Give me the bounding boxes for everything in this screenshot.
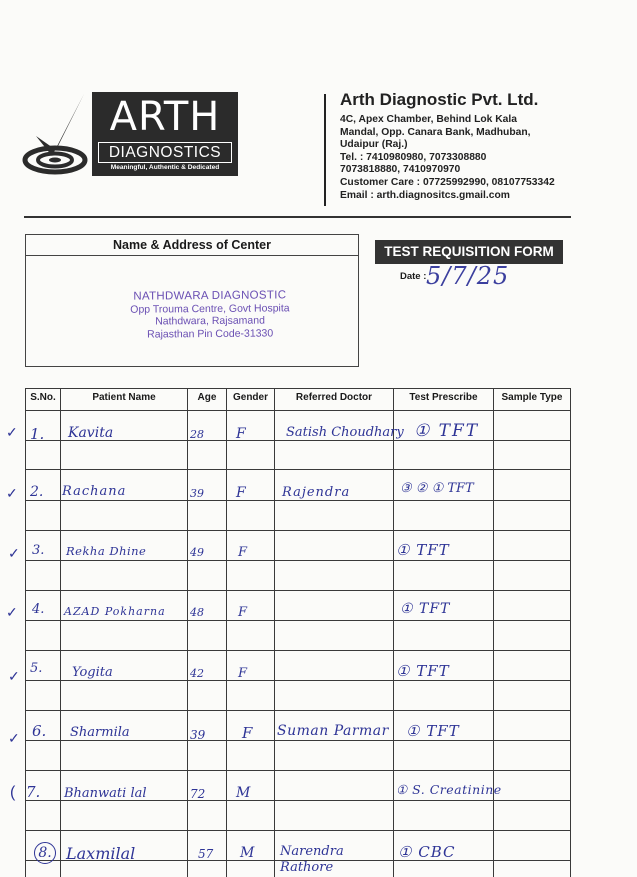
test-prescribed: ① TFT bbox=[406, 722, 460, 740]
patient-age: 72 bbox=[190, 787, 206, 801]
col-header-patient-name: Patient Name bbox=[92, 392, 156, 403]
stamp-line: NATHDWARA DIAGNOSTIC bbox=[133, 289, 287, 303]
patient-name: AZAD Pokharna bbox=[64, 605, 166, 618]
col-header-referred-doctor: Referred Doctor bbox=[295, 392, 373, 403]
patient-gender: F bbox=[242, 724, 253, 742]
check-mark-icon: ✓ bbox=[6, 485, 18, 501]
check-mark-icon: ✓ bbox=[8, 545, 20, 561]
patient-gender: M bbox=[240, 845, 255, 861]
test-prescribed: ① TFT bbox=[396, 662, 450, 680]
test-prescribed: ① CBC bbox=[398, 843, 456, 861]
check-mark-icon: ✓ bbox=[6, 424, 18, 440]
patient-age: 48 bbox=[190, 606, 204, 619]
patient-gender: F bbox=[236, 426, 246, 442]
referred-doctor: Narendra Rathore bbox=[280, 844, 344, 875]
col-header-gender: Gender bbox=[232, 392, 268, 403]
address-line: 4C, Apex Chamber, Behind Lok Kala bbox=[340, 114, 517, 125]
patient-name: Sharmila bbox=[70, 725, 130, 740]
patient-name: Yogita bbox=[72, 665, 113, 680]
logo-subtext: DIAGNOSTICS bbox=[98, 142, 232, 163]
patient-age: 39 bbox=[190, 487, 204, 500]
row-sno: 6. bbox=[32, 722, 47, 740]
patient-name: Rachana bbox=[62, 484, 127, 499]
test-prescribed: ① S. Creatinine bbox=[396, 782, 502, 797]
row-sno: 5. bbox=[30, 661, 43, 676]
check-mark-icon: ( bbox=[10, 784, 16, 801]
col-header-age: Age bbox=[197, 392, 217, 403]
patient-name: Bhanwati lal bbox=[64, 786, 147, 801]
row-sno: 1. bbox=[30, 425, 45, 443]
patient-gender: M bbox=[236, 785, 251, 801]
stamp-line: Nathdwara, Rajsamand bbox=[155, 314, 265, 328]
col-header-test-prescribe: Test Prescribe bbox=[409, 392, 478, 403]
form-title: TEST REQUISITION FORM bbox=[375, 240, 563, 264]
check-mark-icon: ✓ bbox=[8, 668, 20, 684]
customer-care-line: Customer Care : 07725992990, 08107753342 bbox=[340, 176, 555, 188]
row-sno-circled: 8. bbox=[34, 842, 56, 864]
patient-gender: F bbox=[238, 605, 248, 620]
patient-age: 39 bbox=[190, 728, 206, 742]
center-heading: Name & Address of Center bbox=[26, 235, 358, 256]
company-name: Arth Diagnostic Pvt. Ltd. bbox=[340, 90, 539, 109]
logo-tagline: Meaningful, Authentic & Dedicated bbox=[110, 164, 220, 171]
address-line: Udaipur (Raj.) bbox=[340, 139, 408, 151]
patient-gender: F bbox=[238, 545, 248, 560]
patient-name: Rekha Dhine bbox=[66, 544, 147, 558]
patient-name: Laxmilal bbox=[66, 844, 136, 863]
date-label: Date : bbox=[400, 271, 427, 282]
row-sno: 7. bbox=[26, 783, 41, 801]
patient-age: 49 bbox=[190, 546, 204, 559]
row-sno: 2. bbox=[30, 484, 44, 500]
stamp-line: Rajasthan Pin Code-31330 bbox=[147, 326, 274, 341]
address-line: Mandal, Opp. Canara Bank, Madhuban, bbox=[340, 126, 531, 138]
referred-doctor: Satish Choudhary bbox=[286, 425, 404, 440]
patient-age: 42 bbox=[190, 667, 204, 680]
date-value: 5/7/25 bbox=[426, 262, 510, 290]
patient-gender: F bbox=[238, 666, 248, 681]
row-sno: 4. bbox=[32, 602, 45, 617]
email-line: Email : arth.diagnositcs.gmail.com bbox=[340, 189, 510, 201]
check-mark-icon: ✓ bbox=[6, 604, 18, 620]
col-header-sample-type: Sample Type bbox=[501, 392, 563, 403]
check-mark-icon: ✓ bbox=[8, 730, 20, 746]
logo-text: ARTH bbox=[109, 94, 221, 140]
patient-age: 57 bbox=[198, 847, 214, 861]
test-prescribed: ① TFT bbox=[414, 421, 480, 441]
referred-doctor: Suman Parmar bbox=[277, 723, 389, 739]
stamp-line: Opp Trouma Centre, Govt Hospita bbox=[130, 301, 290, 316]
patient-gender: F bbox=[236, 485, 246, 501]
phone-line: Tel. : 7410980980, 7073308880 bbox=[340, 151, 487, 163]
row-sno: 3. bbox=[32, 543, 45, 558]
phone-line: 7073818880, 7410970970 bbox=[340, 164, 461, 176]
test-prescribed: ① TFT bbox=[400, 601, 451, 617]
col-header-sno: S.No. bbox=[30, 392, 56, 403]
patient-age: 28 bbox=[190, 428, 204, 441]
referred-doctor: Rajendra bbox=[282, 485, 351, 500]
test-prescribed: ① TFT bbox=[396, 541, 450, 559]
patient-name: Kavita bbox=[68, 425, 114, 441]
test-prescribed: ③ ② ① TFT bbox=[400, 481, 474, 496]
